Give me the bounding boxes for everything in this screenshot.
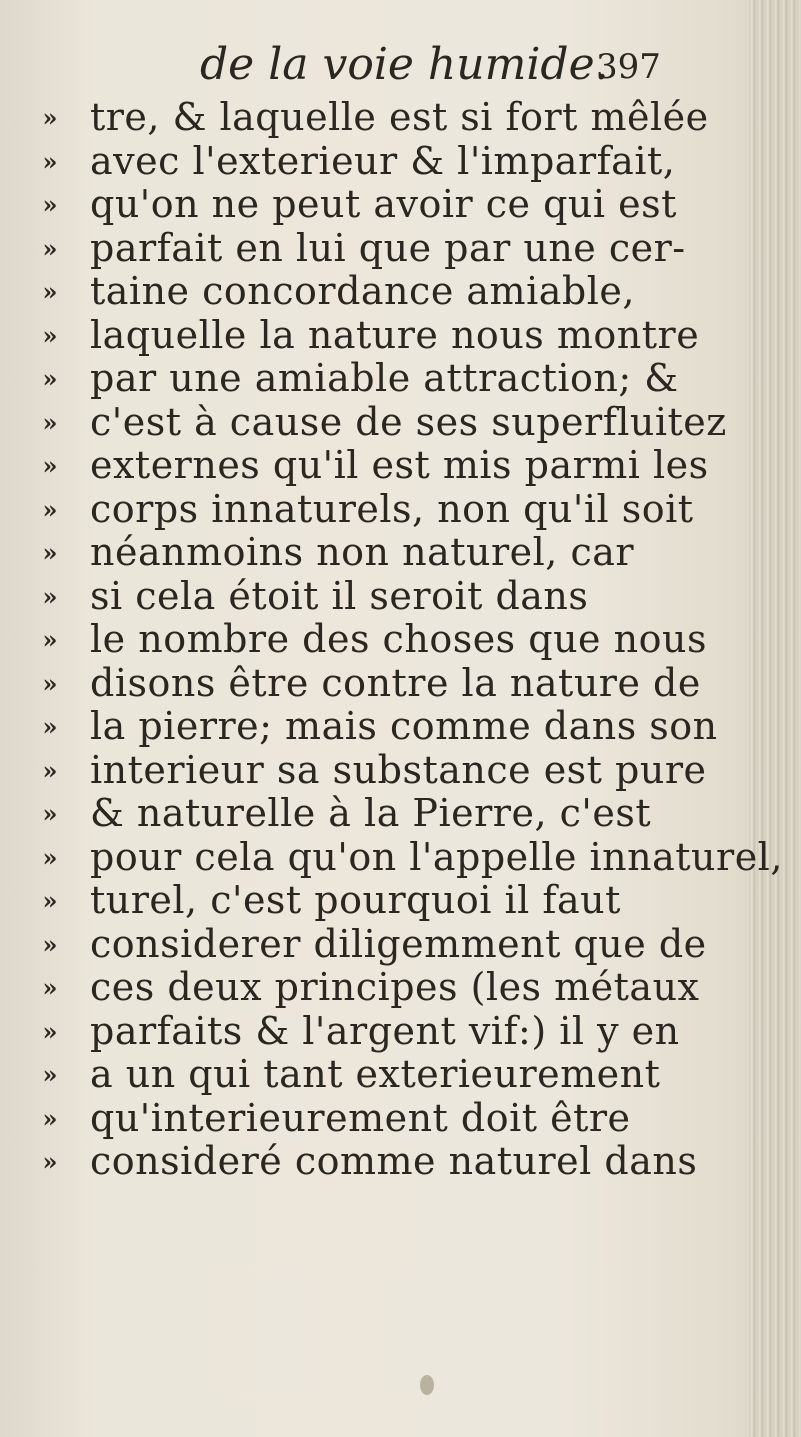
running-head: de la voie humide.	[200, 39, 609, 90]
text-line	[0, 791, 760, 835]
line-text: avec l'exterieur & l'imparfait,	[90, 138, 676, 183]
quotation-mark: »	[42, 538, 58, 567]
quotation-mark: »	[42, 929, 58, 959]
text-line	[0, 487, 760, 531]
text-line	[0, 443, 760, 487]
line-text: pour cela qu'on l'appelle innaturel,	[90, 834, 783, 879]
quotation-mark: »	[42, 842, 58, 872]
text-line	[0, 182, 760, 226]
quotation-mark: »	[42, 277, 58, 306]
quotation-mark: »	[42, 973, 58, 1002]
text-line	[0, 617, 760, 661]
quotation-mark: »	[42, 755, 58, 785]
line-text: si cela étoit il seroit dans	[90, 573, 589, 618]
text-line	[0, 1096, 760, 1140]
page-number: 397	[596, 47, 661, 87]
quotation-mark: »	[42, 581, 58, 611]
quotation-mark: »	[42, 1147, 58, 1176]
quotation-mark: »	[42, 1016, 58, 1046]
quotation-mark: »	[42, 1103, 58, 1133]
body-text	[0, 95, 783, 1183]
quotation-mark: »	[42, 103, 58, 132]
line-text: tre, & laquelle est si fort mêlée	[90, 95, 709, 139]
text-line	[0, 95, 760, 139]
line-text: le nombre des choses que nous	[90, 617, 707, 661]
line-text: qu'on ne peut avoir ce qui est	[90, 182, 677, 226]
line-text: turel, c'est pourquoi il faut	[90, 878, 621, 922]
quotation-mark: »	[42, 668, 58, 698]
text-line	[0, 965, 760, 1009]
quotation-mark: »	[42, 146, 58, 176]
quotation-mark: »	[42, 451, 58, 480]
line-text: la pierre; mais comme dans son	[90, 704, 718, 748]
text-line	[0, 748, 760, 792]
text-line	[0, 1009, 760, 1053]
quotation-mark: »	[42, 190, 58, 219]
line-text: interieur sa substance est pure	[90, 747, 707, 792]
quotation-mark: »	[42, 364, 58, 393]
line-text: disons être contre la nature de	[90, 660, 701, 705]
quotation-mark: »	[42, 407, 58, 437]
quotation-mark: »	[42, 233, 58, 263]
text-line	[0, 1139, 760, 1183]
line-text: parfaits & l'argent vif:) il y en	[90, 1008, 680, 1053]
page-header	[0, 40, 801, 90]
text-line	[0, 878, 760, 922]
text-line	[0, 269, 760, 313]
quotation-mark: »	[42, 712, 58, 741]
quotation-mark: »	[42, 799, 58, 828]
line-text: a un qui tant exterieurement	[90, 1052, 661, 1096]
text-line	[0, 530, 760, 574]
line-text: néanmoins non naturel, car	[90, 530, 635, 574]
line-text: qu'interieurement doit être	[90, 1095, 631, 1140]
line-text: parfait en lui que par une cer-	[90, 225, 686, 270]
text-line	[0, 661, 760, 705]
text-line	[0, 356, 760, 400]
text-line	[0, 704, 760, 748]
line-text: & naturelle à la Pierre, c'est	[90, 791, 652, 835]
quotation-mark: »	[42, 886, 58, 915]
line-text: consideré comme naturel dans	[90, 1139, 698, 1183]
text-line	[0, 1052, 760, 1096]
quotation-mark: »	[42, 494, 58, 524]
quotation-mark: »	[42, 625, 58, 654]
text-line	[0, 922, 760, 966]
text-line	[0, 834, 783, 879]
text-line	[0, 574, 760, 618]
text-line	[0, 226, 760, 270]
text-line	[0, 400, 760, 444]
quotation-mark: »	[42, 1060, 58, 1089]
line-text: taine concordance amiable,	[90, 269, 635, 313]
line-text: externes qu'il est mis parmi les	[90, 443, 709, 487]
line-text: par une amiable attraction; &	[90, 356, 679, 400]
line-text: considerer diligemment que de	[90, 921, 707, 966]
text-line	[0, 139, 760, 183]
quotation-mark: »	[42, 320, 58, 350]
ink-smudge	[420, 1375, 434, 1395]
line-text: c'est à cause de ses superfluitez	[90, 399, 727, 444]
line-text: corps innaturels, non qu'il soit	[90, 486, 694, 531]
line-text: ces deux principes (les métaux	[90, 965, 700, 1009]
text-line	[0, 313, 760, 357]
line-text: laquelle la nature nous montre	[90, 312, 700, 357]
